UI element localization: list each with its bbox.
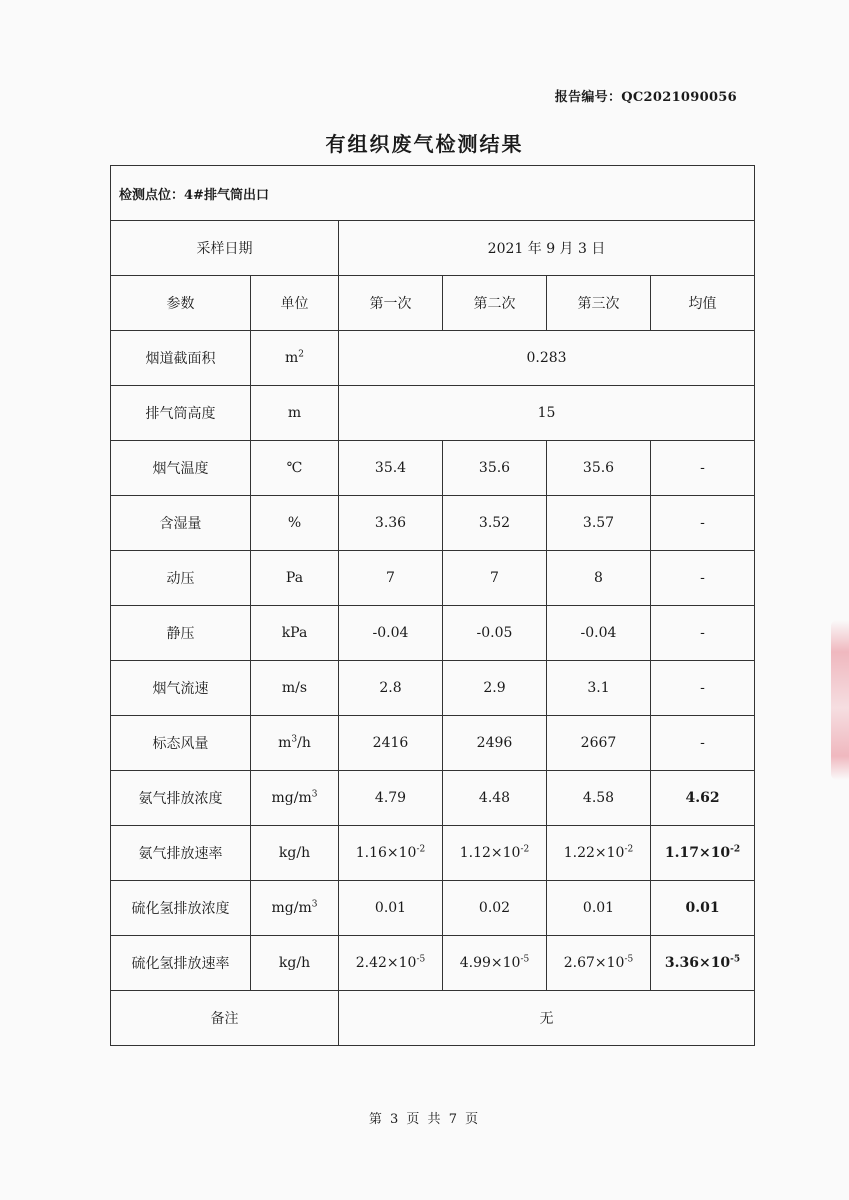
- col-header-run3: 第三次: [547, 276, 651, 331]
- run2-value: 3.52: [443, 496, 547, 551]
- avg-value: -: [651, 441, 755, 496]
- value-base: 1.12×10: [459, 845, 521, 861]
- page-number: 第 3 页 共 7 页: [368, 1112, 481, 1127]
- run2-value: -0.05: [443, 606, 547, 661]
- value-base: 3.36×10: [664, 955, 731, 971]
- param-unit: kg/h: [251, 826, 339, 881]
- run2-value: 4.48: [443, 771, 547, 826]
- table-row: [111, 331, 755, 386]
- param-name: 烟气流速: [111, 661, 251, 716]
- red-seal-edge: [831, 620, 849, 780]
- sampling-date-row: [111, 221, 755, 276]
- avg-value: 4.62: [651, 771, 755, 826]
- run1-value: 4.79: [339, 771, 443, 826]
- value-base: 1.22×10: [563, 845, 625, 861]
- value-exp: -2: [520, 844, 530, 855]
- param-name: 动压: [111, 551, 251, 606]
- param-unit: m: [251, 386, 339, 441]
- run1-value: [339, 826, 443, 881]
- param-value: 0.283: [339, 331, 755, 386]
- param-unit: m/s: [251, 661, 339, 716]
- avg-value: -: [651, 496, 755, 551]
- run2-value: 2.9: [443, 661, 547, 716]
- report-number: 报告编号：QC2021090056: [554, 90, 737, 105]
- run1-value: -0.04: [339, 606, 443, 661]
- run3-value: 8: [547, 551, 651, 606]
- run3-value: 4.58: [547, 771, 651, 826]
- col-header-run1: 第一次: [339, 276, 443, 331]
- param-unit: kPa: [251, 606, 339, 661]
- unit-text: mg/m: [271, 900, 312, 916]
- col-header-param: 参数: [111, 276, 251, 331]
- param-unit: ℃: [251, 441, 339, 496]
- param-unit: %: [251, 496, 339, 551]
- param-unit: kg/h: [251, 936, 339, 991]
- col-header-avg: 均值: [651, 276, 755, 331]
- run1-value: 7: [339, 551, 443, 606]
- run1-value: 2.8: [339, 661, 443, 716]
- param-name: 氨气排放速率: [111, 826, 251, 881]
- run2-value: [443, 826, 547, 881]
- value-base: 2.42×10: [355, 955, 417, 971]
- col-header-run2: 第二次: [443, 276, 547, 331]
- unit-text: mg/m: [271, 790, 312, 806]
- location-cell: 检测点位：4#排气筒出口: [111, 166, 755, 221]
- avg-value: -: [651, 551, 755, 606]
- table-row: [111, 936, 755, 991]
- value-base: 1.16×10: [355, 845, 417, 861]
- avg-value: [651, 826, 755, 881]
- run1-value: 35.4: [339, 441, 443, 496]
- value-exp: -5: [730, 954, 741, 965]
- value-base: 4.99×10: [459, 955, 521, 971]
- param-unit: [251, 771, 339, 826]
- run2-value: 35.6: [443, 441, 547, 496]
- table-row: [111, 771, 755, 826]
- param-value: 15: [339, 386, 755, 441]
- run2-value: 7: [443, 551, 547, 606]
- remarks-value: 无: [339, 991, 755, 1046]
- run2-value: 0.02: [443, 881, 547, 936]
- unit-sup: 3: [311, 899, 318, 910]
- run3-value: 3.57: [547, 496, 651, 551]
- sampling-date-label: 采样日期: [111, 221, 339, 276]
- param-name: 静压: [111, 606, 251, 661]
- param-name: 硫化氢排放浓度: [111, 881, 251, 936]
- avg-value: [651, 936, 755, 991]
- run3-value: [547, 826, 651, 881]
- value-exp: -5: [624, 954, 634, 965]
- value-exp: -2: [416, 844, 426, 855]
- table-row: [111, 496, 755, 551]
- page-title: 有组织废气检测结果: [325, 132, 524, 156]
- param-name: 含湿量: [111, 496, 251, 551]
- table-row: [111, 551, 755, 606]
- run3-value: 2667: [547, 716, 651, 771]
- col-header-unit: 单位: [251, 276, 339, 331]
- table-row: [111, 441, 755, 496]
- table-row: [111, 716, 755, 771]
- table-row: [111, 826, 755, 881]
- avg-value: -: [651, 716, 755, 771]
- value-base: 1.17×10: [664, 845, 731, 861]
- param-unit: Pa: [251, 551, 339, 606]
- param-unit: [251, 881, 339, 936]
- table-row: [111, 881, 755, 936]
- value-exp: -5: [416, 954, 426, 965]
- unit-sup: 3: [311, 789, 318, 800]
- param-name: 氨气排放浓度: [111, 771, 251, 826]
- run2-value: [443, 936, 547, 991]
- value-exp: -2: [730, 844, 741, 855]
- unit-sup: 3: [291, 734, 298, 745]
- remarks-label: 备注: [111, 991, 339, 1046]
- avg-value: 0.01: [651, 881, 755, 936]
- run3-value: -0.04: [547, 606, 651, 661]
- value-base: 2.67×10: [563, 955, 625, 971]
- run3-value: 3.1: [547, 661, 651, 716]
- param-name: 烟道截面积: [111, 331, 251, 386]
- avg-value: -: [651, 606, 755, 661]
- param-unit: [251, 716, 339, 771]
- unit-sup: 2: [298, 349, 304, 360]
- run1-value: [339, 936, 443, 991]
- remarks-row: [111, 991, 755, 1046]
- run1-value: 0.01: [339, 881, 443, 936]
- param-name: 标态风量: [111, 716, 251, 771]
- unit-tail: /h: [297, 735, 311, 751]
- value-exp: -5: [520, 954, 530, 965]
- value-exp: -2: [624, 844, 634, 855]
- sampling-date-value: 2021 年 9 月 3 日: [339, 221, 755, 276]
- run2-value: 2496: [443, 716, 547, 771]
- table-row: [111, 661, 755, 716]
- location-row: [111, 166, 755, 221]
- unit-text: m: [284, 350, 299, 366]
- param-name: 排气筒高度: [111, 386, 251, 441]
- avg-value: -: [651, 661, 755, 716]
- run1-value: 2416: [339, 716, 443, 771]
- run3-value: [547, 936, 651, 991]
- run3-value: 0.01: [547, 881, 651, 936]
- param-unit: [251, 331, 339, 386]
- header-row: [111, 276, 755, 331]
- run1-value: 3.36: [339, 496, 443, 551]
- table-row: [111, 606, 755, 661]
- param-name: 烟气温度: [111, 441, 251, 496]
- param-name: 硫化氢排放速率: [111, 936, 251, 991]
- table-row: [111, 386, 755, 441]
- unit-text: m: [278, 735, 292, 751]
- run3-value: 35.6: [547, 441, 651, 496]
- results-table: [110, 165, 755, 1046]
